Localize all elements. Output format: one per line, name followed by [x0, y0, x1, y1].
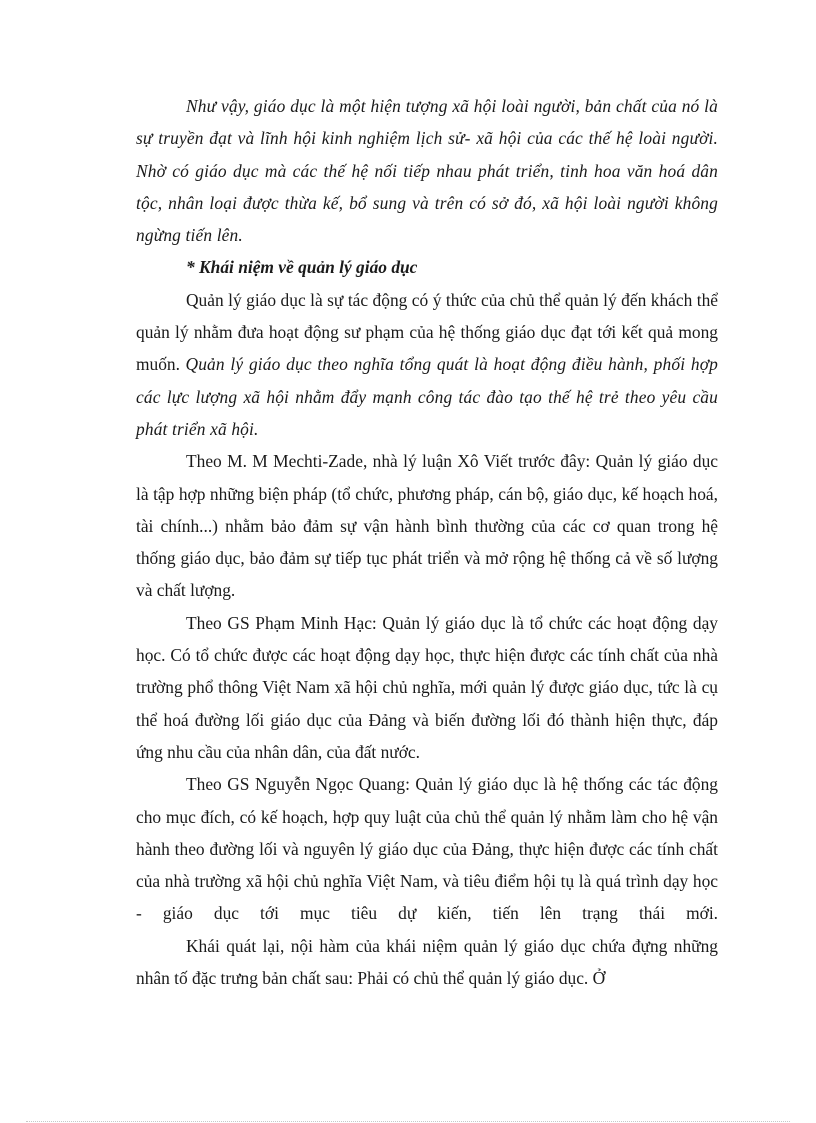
- document-page: [136, 90, 718, 994]
- paragraph-definition-italic: Quản lý giáo dục theo nghĩa tổng quát là hoạt động điều hành, phối hợp các lực lượng xã hội nhằm đẩy mạnh công tác đào tạo thế hệ trẻ theo yêu cầu phát triển xã hội.: [136, 354, 718, 439]
- paragraph-definition-normal: Quản lý giáo dục là sự tác động có ý thức của chủ thể quản lý đến khách thể quản lý nhằm đưa hoạt động sư phạm của hệ thống giáo dục đạt tới kết quả mong muốn.: [136, 289, 718, 375]
- paragraph-education-nature: Như vậy, giáo dục là một hiện tượng xã hội loài người, bản chất của nó là sự truyền đạt và lĩnh hội kinh nghiệm lịch sử- xã hội của các thế hệ loài người. Nhờ có giáo dục mà các thế hệ nối tiếp nhau phát triển, tinh hoa văn hoá dân tộc, nhân loại được thừa kế, bổ sung và trên có sở đó, xã hội loài người không ngừng tiến lên.: [136, 96, 718, 246]
- page-bottom-border: [26, 1121, 790, 1122]
- paragraph-definition: [136, 284, 718, 445]
- paragraph-mechti-zade: Theo M. M Mechti-Zade, nhà lý luận Xô Viết trước đây: Quản lý giáo dục là tập hợp những biện pháp (tổ chức, phương pháp, cán bộ, giáo dục, kế hoạch hoá, tài chính...) nhằm bảo đảm sự vận hành bình thường của các cơ quan trong hệ thống giáo dục, bảo đảm sự tiếp tục phát triển và mở rộng hệ thống cả về số lượng và chất lượng.: [136, 451, 718, 601]
- paragraph-summary: Khái quát lại, nội hàm của khái niệm quản lý giáo dục chứa đựng những nhân tố đặc trưng bản chất sau: Phải có chủ thể quản lý giáo dục. Ở: [136, 935, 718, 989]
- section-heading-education-management: * Khái niệm về quản lý giáo dục: [186, 257, 418, 278]
- paragraph-nguyen-ngoc-quang: Theo GS Nguyễn Ngọc Quang: Quản lý giáo dục là hệ thống các tác động cho mục đích, có kế hoạch, hợp quy luật của chủ thể quản lý nhằm làm cho hệ vận hành theo đường lối và nguyên lý giáo dục của Đảng, thực hiện được các tính chất của nhà trường xã hội chủ nghĩa Việt Nam, và tiêu điểm hội tụ là quá trình dạy học - giáo dục tới mục tiêu dự kiến, tiến lên trạng thái mới.: [136, 774, 718, 924]
- paragraph-pham-minh-hac: Theo GS Phạm Minh Hạc: Quản lý giáo dục là tổ chức các hoạt động dạy học. Có tổ chức được các hoạt động dạy học, thực hiện được các tính chất của nhà trường phổ thông Việt Nam xã hội chủ nghĩa, mới quản lý được giáo dục, tức là cụ thể hoá đường lối giáo dục của Đảng và biến đường lối đó thành hiện thực, đáp ứng nhu cầu của nhân dân, của đất nước.: [136, 612, 718, 762]
